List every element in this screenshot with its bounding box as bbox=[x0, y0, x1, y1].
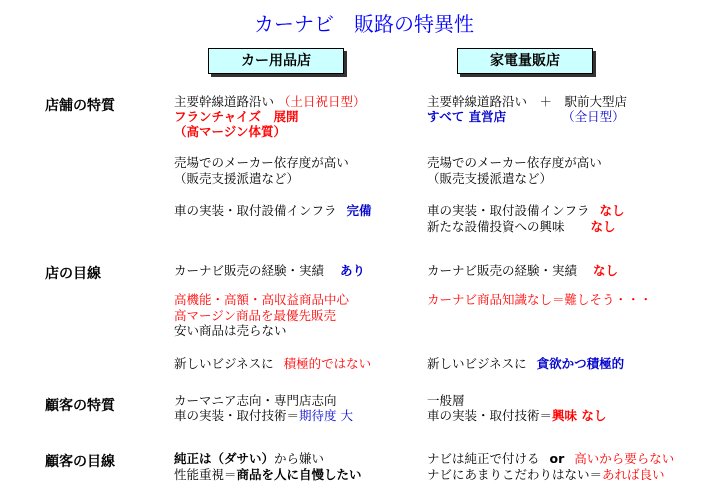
left-install-infra-line bbox=[174, 203, 372, 218]
left-install-infra-value: 完備 bbox=[346, 203, 372, 218]
right-customer-general: 一般層 bbox=[427, 393, 465, 408]
left-genuine-line bbox=[174, 451, 324, 466]
column-header-electronics-store: 家電量販店 bbox=[457, 48, 593, 74]
right-maker-dependence: 売場でのメーカー依存度が高い bbox=[427, 155, 602, 170]
left-high-margin: （高マージン体質） bbox=[174, 124, 286, 139]
right-direct-store-line bbox=[427, 109, 625, 124]
right-nice-to-have: あれば良い bbox=[602, 467, 665, 482]
right-no-preference-line bbox=[427, 467, 665, 482]
section-customer-viewpoint: 顧客の目線 bbox=[45, 454, 115, 470]
left-maker-dependence: 売場でのメーカー依存度が高い bbox=[174, 155, 349, 170]
right-no-preference-text: ナビにあまりこだわりはない＝ bbox=[427, 467, 603, 482]
left-genuine-dislike: から嫌い bbox=[274, 451, 325, 466]
right-navi-experience-line bbox=[427, 263, 618, 278]
right-all-days-type: （全日型） bbox=[562, 109, 625, 124]
section-store-characteristics: 店舗の特質 bbox=[45, 98, 115, 114]
left-weekend-type: （土日祝日型） bbox=[278, 94, 366, 109]
right-investment-line bbox=[427, 219, 616, 234]
left-performance-line bbox=[174, 467, 362, 482]
left-install-infra-text: 車の実装・取付設備インフラ bbox=[174, 203, 337, 218]
left-navi-experience-text: カーナビ販売の経験・実績 bbox=[174, 263, 325, 278]
right-customer-install-value: 興味 なし bbox=[552, 408, 607, 423]
left-customer-maniac: カーマニア志向・専門店志向 bbox=[174, 393, 337, 408]
right-navi-experience-value: なし bbox=[593, 263, 619, 278]
left-high-function: 高機能・高額・高収益商品中心 bbox=[174, 292, 350, 307]
right-install-infra-line bbox=[427, 203, 625, 218]
left-sales-support: （販売支援派遣など） bbox=[174, 171, 300, 186]
right-sales-support: （販売支援派遣など） bbox=[427, 171, 553, 186]
right-install-infra-text: 車の実装・取付設備インフラ bbox=[427, 203, 590, 218]
right-new-business-text: 新しいビジネスに bbox=[427, 356, 527, 371]
section-customer-characteristics: 顧客の特質 bbox=[45, 398, 115, 414]
page-title: カーナビ 販路の特異性 bbox=[254, 12, 474, 36]
right-navi-experience-text: カーナビ販売の経験・実績 bbox=[427, 263, 578, 278]
right-investment-text: 新たな設備投資への興味 bbox=[427, 219, 565, 234]
right-too-expensive: 高いから要らない bbox=[574, 451, 675, 466]
right-or-text: or bbox=[549, 451, 565, 466]
right-genuine-text: ナビは純正で付ける bbox=[427, 451, 540, 466]
left-genuine-text: 純正は（ダサい） bbox=[174, 451, 275, 466]
right-customer-install-line bbox=[427, 408, 606, 423]
left-navi-experience-line bbox=[174, 263, 365, 278]
left-customer-install-line bbox=[174, 408, 353, 423]
right-genuine-line bbox=[427, 451, 674, 466]
right-investment-value: なし bbox=[590, 219, 616, 234]
left-margin-priority: 高マージン商品を最優先販売 bbox=[174, 308, 336, 323]
left-performance-text: 性能重視＝ bbox=[174, 467, 237, 482]
left-customer-install-value: 期待度 大 bbox=[299, 408, 353, 423]
left-no-cheap: 安い商品は売らない bbox=[174, 323, 287, 338]
left-customer-install-text: 車の実装・取付技術＝ bbox=[174, 408, 300, 423]
left-location-text: 主要幹線道路沿い bbox=[174, 94, 275, 109]
right-customer-install-text: 車の実装・取付技術＝ bbox=[427, 408, 553, 423]
section-store-viewpoint: 店の目線 bbox=[45, 266, 101, 282]
right-no-knowledge: カーナビ商品知識なし＝難しそう・・・ bbox=[427, 292, 653, 307]
left-new-business-value: 積極的ではない bbox=[283, 356, 372, 371]
right-new-business-line bbox=[427, 356, 624, 371]
column-header-car-shop: カー用品店 bbox=[208, 48, 344, 74]
left-new-business-line bbox=[174, 356, 371, 371]
right-install-infra-value: なし bbox=[599, 203, 625, 218]
left-show-off: 商品を人に自慢したい bbox=[236, 467, 362, 482]
left-franchise: フランチャイズ 展開 bbox=[174, 109, 299, 124]
left-new-business-text: 新しいビジネスに bbox=[174, 356, 274, 371]
right-direct-store: すべて 直営店 bbox=[427, 109, 507, 124]
left-store-location-line bbox=[174, 94, 366, 109]
right-new-business-value: 貪欲かつ積極的 bbox=[536, 356, 625, 371]
right-store-location: 主要幹線道路沿い ＋ 駅前大型店 bbox=[427, 94, 628, 109]
left-navi-experience-value: あり bbox=[340, 263, 366, 278]
